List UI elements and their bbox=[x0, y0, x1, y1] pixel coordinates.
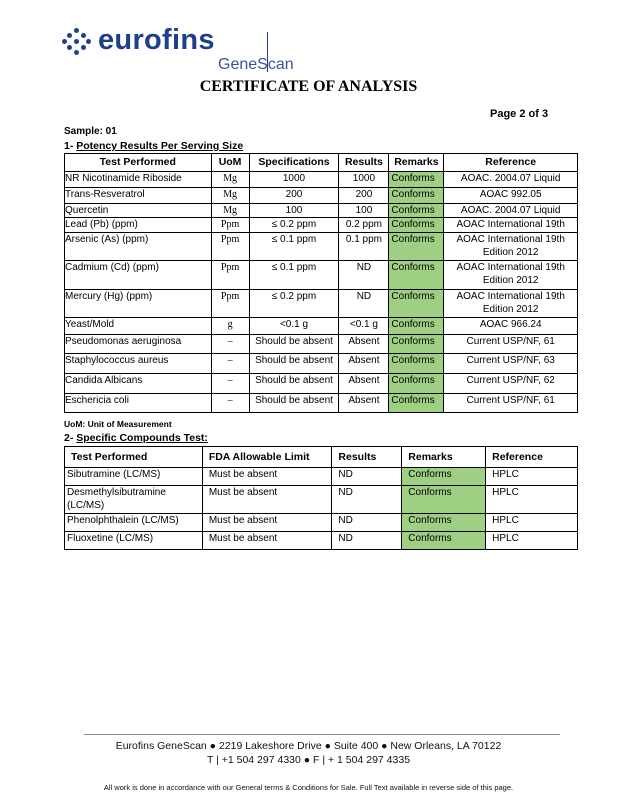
potency-results-table bbox=[64, 153, 578, 413]
cell-reference: AOAC International 19th Edition 2012 bbox=[444, 261, 578, 290]
cell-specification: ≤ 0.2 ppm bbox=[249, 218, 339, 233]
cell-result: ND bbox=[332, 514, 402, 532]
cell-result: 200 bbox=[339, 188, 389, 204]
footer-phone: T | +1 504 297 4330 ● F | + 1 504 297 4335 bbox=[206, 754, 411, 766]
cell-remark: Conforms bbox=[389, 204, 444, 218]
cell-reference: AOAC International 19th bbox=[444, 218, 578, 233]
cell-reference: AOAC. 2004.07 Liquid bbox=[444, 172, 578, 188]
logo-dots-icon bbox=[62, 28, 92, 54]
col-header-test: Test Performed bbox=[65, 447, 203, 468]
cell-specification: <0.1 g bbox=[249, 318, 339, 335]
section-1-label: Potency Results Per Serving Size bbox=[76, 140, 244, 152]
cell-reference: Current USP/NF, 62 bbox=[444, 374, 578, 394]
cell-uom: Mg bbox=[211, 188, 249, 204]
cell-specification: 200 bbox=[249, 188, 339, 204]
cell-result: Absent bbox=[339, 394, 389, 413]
col-header-uom: UoM bbox=[211, 154, 249, 172]
col-header-results: Results bbox=[332, 447, 402, 468]
cell-reference: AOAC 992.05 bbox=[444, 188, 578, 204]
table-row bbox=[65, 172, 578, 188]
section-1-heading bbox=[64, 140, 243, 152]
cell-result: 0.2 ppm bbox=[339, 218, 389, 233]
cell-test-name: Staphylococcus aureus bbox=[65, 354, 212, 374]
cell-uom: Ppm bbox=[211, 218, 249, 233]
specific-compounds-table bbox=[64, 446, 578, 550]
cell-result: 100 bbox=[339, 204, 389, 218]
cell-remark: Conforms bbox=[389, 172, 444, 188]
section-2-heading bbox=[64, 432, 208, 444]
cell-reference: AOAC. 2004.07 Liquid bbox=[444, 204, 578, 218]
sample-label: Sample: 01 bbox=[64, 126, 117, 137]
logo-wordmark: eurofins bbox=[98, 24, 215, 56]
document-title: CERTIFICATE OF ANALYSIS bbox=[199, 78, 418, 95]
cell-uom: Mg bbox=[211, 172, 249, 188]
cell-reference: HPLC bbox=[486, 514, 578, 532]
cell-specification: Should be absent bbox=[249, 394, 339, 413]
cell-remark: Conforms bbox=[389, 374, 444, 394]
cell-uom: – bbox=[211, 335, 249, 354]
cell-remark: Conforms bbox=[402, 468, 486, 486]
cell-test-name: Fluoxetine (LC/MS) bbox=[65, 532, 203, 550]
table-row bbox=[65, 218, 578, 233]
cell-uom: Mg bbox=[211, 204, 249, 218]
col-header-remarks: Remarks bbox=[402, 447, 486, 468]
section-2-label: Specific Compounds Test: bbox=[76, 432, 208, 444]
cell-specification: ≤ 0.1 ppm bbox=[249, 233, 339, 261]
cell-result: 0.1 ppm bbox=[339, 233, 389, 261]
cell-uom: Ppm bbox=[211, 233, 249, 261]
page-number: Page 2 of 3 bbox=[490, 108, 549, 120]
cell-reference: HPLC bbox=[486, 486, 578, 514]
cell-result: ND bbox=[339, 261, 389, 290]
table-row bbox=[65, 514, 578, 532]
cell-result: <0.1 g bbox=[339, 318, 389, 335]
cell-test-name: Yeast/Mold bbox=[65, 318, 212, 335]
footer-terms: All work is done in accordance with our General terms & Conditions for Sale. Full Text available in reverse side of this page. bbox=[103, 783, 514, 792]
cell-remark: Conforms bbox=[389, 290, 444, 318]
cell-specification: 1000 bbox=[249, 172, 339, 188]
cell-uom: – bbox=[211, 374, 249, 394]
table-row bbox=[65, 532, 578, 550]
cell-uom: – bbox=[211, 394, 249, 413]
cell-test-name: Desmethylsibutramine (LC/MS) bbox=[65, 486, 203, 514]
cell-reference: HPLC bbox=[486, 532, 578, 550]
cell-test-name: Candida Albicans bbox=[65, 374, 212, 394]
eurofins-logo bbox=[62, 24, 322, 84]
cell-remark: Conforms bbox=[389, 188, 444, 204]
cell-test-name: Quercetin bbox=[65, 204, 212, 218]
cell-result: Absent bbox=[339, 354, 389, 374]
col-header-reference: Reference bbox=[444, 154, 578, 172]
cell-result: Absent bbox=[339, 335, 389, 354]
cell-remark: Conforms bbox=[389, 261, 444, 290]
cell-reference: Current USP/NF, 61 bbox=[444, 394, 578, 413]
cell-specification: 100 bbox=[249, 204, 339, 218]
col-header-test: Test Performed bbox=[65, 154, 212, 172]
cell-test-name: Cadmium (Cd) (ppm) bbox=[65, 261, 212, 290]
cell-result: ND bbox=[339, 290, 389, 318]
cell-result: 1000 bbox=[339, 172, 389, 188]
cell-specification: Should be absent bbox=[249, 374, 339, 394]
table-row bbox=[65, 188, 578, 204]
cell-remark: Conforms bbox=[402, 532, 486, 550]
col-header-remarks: Remarks bbox=[389, 154, 444, 172]
cell-test-name: Trans-Resveratrol bbox=[65, 188, 212, 204]
table-row bbox=[65, 394, 578, 413]
cell-test-name: Eschericia coli bbox=[65, 394, 212, 413]
cell-test-name: Pseudomonas aeruginosa bbox=[65, 335, 212, 354]
cell-reference: HPLC bbox=[486, 468, 578, 486]
table-row bbox=[65, 204, 578, 218]
uom-note: UoM: Unit of Measurement bbox=[64, 419, 172, 429]
cell-specification: Should be absent bbox=[249, 335, 339, 354]
col-header-results: Results bbox=[339, 154, 389, 172]
cell-specification: ≤ 0.1 ppm bbox=[249, 261, 339, 290]
cell-remark: Conforms bbox=[389, 354, 444, 374]
table-row bbox=[65, 335, 578, 354]
col-header-specifications: Specifications bbox=[249, 154, 339, 172]
cell-test-name: Phenolphthalein (LC/MS) bbox=[65, 514, 203, 532]
table-row bbox=[65, 318, 578, 335]
cell-remark: Conforms bbox=[389, 218, 444, 233]
cell-test-name: Lead (Pb) (ppm) bbox=[65, 218, 212, 233]
table-row bbox=[65, 233, 578, 261]
cell-uom: g bbox=[211, 318, 249, 335]
col-header-reference: Reference bbox=[486, 447, 578, 468]
section-1-number: 1- bbox=[64, 140, 74, 152]
cell-uom: Ppm bbox=[211, 261, 249, 290]
cell-test-name: Sibutramine (LC/MS) bbox=[65, 468, 203, 486]
table-row bbox=[65, 374, 578, 394]
logo-subtitle: GeneScan bbox=[218, 56, 294, 73]
table-row bbox=[65, 486, 578, 514]
cell-reference: AOAC International 19th Edition 2012 bbox=[444, 233, 578, 261]
cell-reference: Current USP/NF, 63 bbox=[444, 354, 578, 374]
cell-remark: Conforms bbox=[402, 486, 486, 514]
cell-remark: Conforms bbox=[389, 233, 444, 261]
cell-fda-limit: Must be absent bbox=[202, 532, 332, 550]
col-header-fda-limit: FDA Allowable Limit bbox=[202, 447, 332, 468]
footer-address: Eurofins GeneScan ● 2219 Lakeshore Drive ● Suite 400 ● New Orleans, LA 70122 bbox=[115, 740, 502, 752]
cell-remark: Conforms bbox=[389, 318, 444, 335]
table-row bbox=[65, 468, 578, 486]
cell-fda-limit: Must be absent bbox=[202, 486, 332, 514]
table-row bbox=[65, 354, 578, 374]
footer-divider bbox=[84, 734, 560, 735]
cell-specification: Should be absent bbox=[249, 354, 339, 374]
cell-result: ND bbox=[332, 486, 402, 514]
cell-reference: AOAC International 19th Edition 2012 bbox=[444, 290, 578, 318]
cell-fda-limit: Must be absent bbox=[202, 468, 332, 486]
cell-uom: Ppm bbox=[211, 290, 249, 318]
cell-result: Absent bbox=[339, 374, 389, 394]
table-row bbox=[65, 261, 578, 290]
cell-reference: Current USP/NF, 61 bbox=[444, 335, 578, 354]
cell-uom: – bbox=[211, 354, 249, 374]
cell-result: ND bbox=[332, 532, 402, 550]
table-row bbox=[65, 290, 578, 318]
cell-remark: Conforms bbox=[402, 514, 486, 532]
cell-remark: Conforms bbox=[389, 394, 444, 413]
cell-remark: Conforms bbox=[389, 335, 444, 354]
cell-fda-limit: Must be absent bbox=[202, 514, 332, 532]
cell-test-name: Arsenic (As) (ppm) bbox=[65, 233, 212, 261]
cell-test-name: Mercury (Hg) (ppm) bbox=[65, 290, 212, 318]
cell-reference: AOAC 966.24 bbox=[444, 318, 578, 335]
cell-test-name: NR Nicotinamide Riboside bbox=[65, 172, 212, 188]
cell-specification: ≤ 0.2 ppm bbox=[249, 290, 339, 318]
cell-result: ND bbox=[332, 468, 402, 486]
section-2-number: 2- bbox=[64, 432, 74, 444]
